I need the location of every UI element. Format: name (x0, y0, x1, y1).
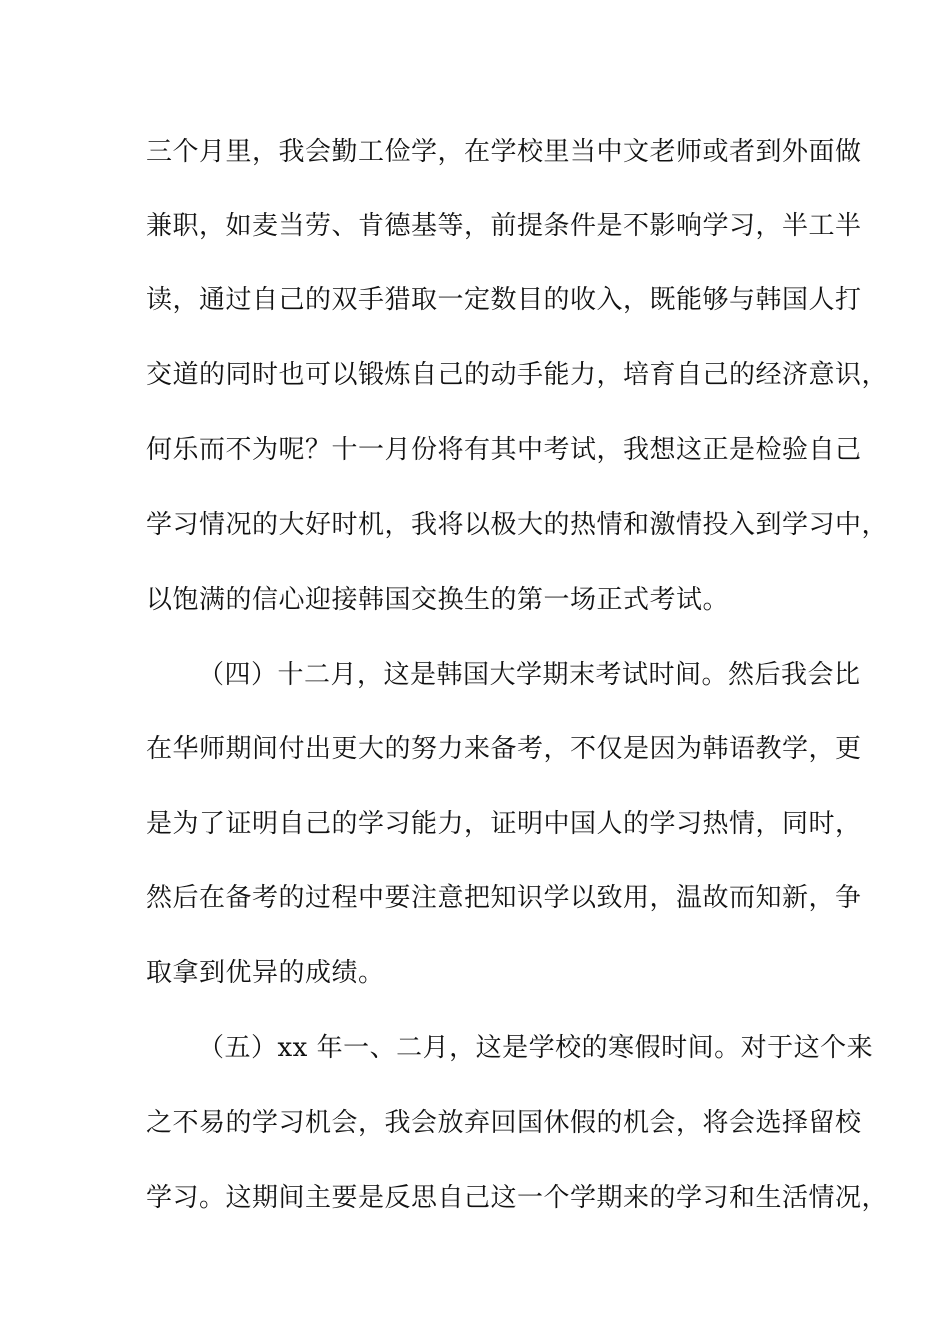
text-line: 在华师期间付出更大的努力来备考，不仅是因为韩语教学，更 (146, 734, 862, 764)
text-line: 何乐而不为呢？十一月份将有其中考试，我想这正是检验自己 (146, 435, 862, 465)
text-line: 学习。这期间主要是反思自己这一个学期来的学习和生活情况， (146, 1183, 889, 1213)
text-line: 兼职，如麦当劳、肯德基等，前提条件是不影响学习，半工半 (146, 211, 862, 241)
text-line: 然后在备考的过程中要注意把知识学以致用，温故而知新，争 (146, 883, 862, 913)
text-line: 三个月里，我会勤工俭学，在学校里当中文老师或者到外面做 (146, 137, 862, 167)
text-line: 学习情况的大好时机，我将以极大的热情和激情投入到学习中， (146, 510, 889, 540)
text-line: 读，通过自己的双手猎取一定数目的收入，既能够与韩国人打 (146, 285, 862, 315)
text-line: 交道的同时也可以锻炼自己的动手能力，培育自己的经济意识， (146, 360, 889, 390)
text-line: 取拿到优异的成绩。 (146, 958, 385, 988)
paragraph-start-line: （五）xx 年一、二月，这是学校的寒假时间。对于这个来 (198, 1033, 874, 1063)
text-line: 以饱满的信心迎接韩国交换生的第一场正式考试。 (146, 585, 730, 615)
text-line: 是为了证明自己的学习能力，证明中国人的学习热情，同时， (146, 809, 862, 839)
paragraph-start-line: （四）十二月，这是韩国大学期末考试时间。然后我会比 (198, 660, 861, 690)
text-line: 之不易的学习机会，我会放弃回国休假的机会，将会选择留校 (146, 1108, 862, 1138)
